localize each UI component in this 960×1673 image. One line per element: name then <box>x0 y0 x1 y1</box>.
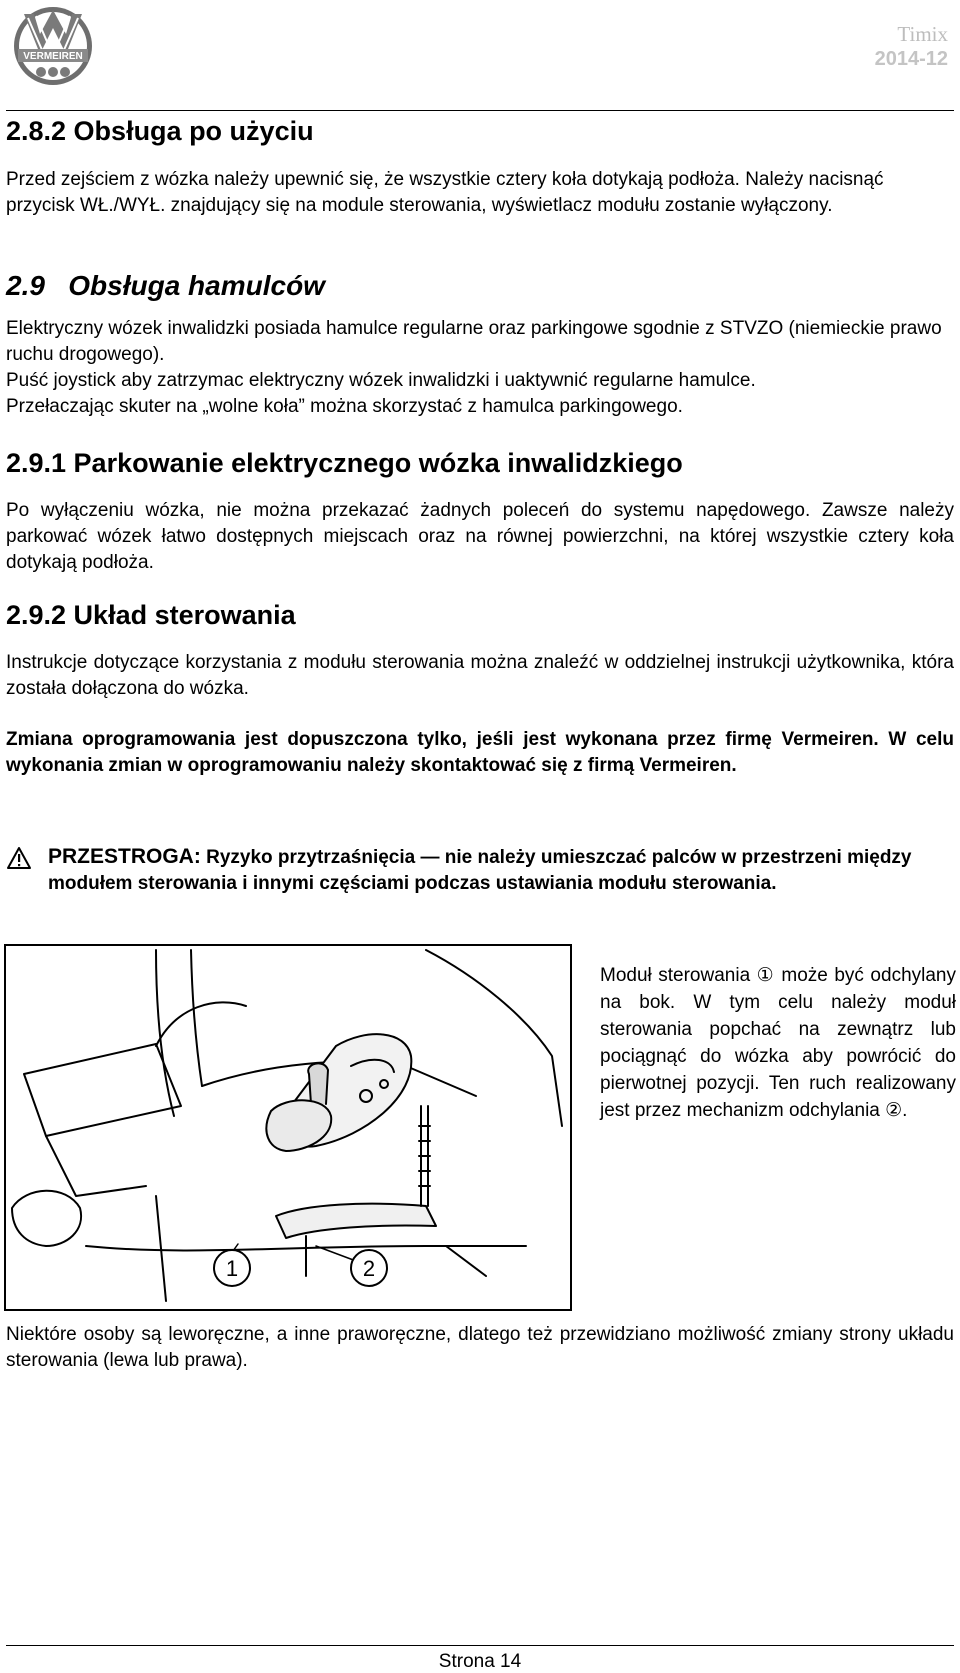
heading-2-9-2: 2.9.2 Układ sterowania <box>6 600 296 630</box>
warning-body: Ryzyko przytrzaśnięcia — nie należy umieszczać palców w przestrzeni między modułem sterowania i innymi częściami podczas ustawiania modułu sterowania. <box>48 847 912 894</box>
figure-frame <box>4 944 572 1311</box>
para-brakes-parking: Przełaczając skuter na „wolne koła” można skorzystać z hamulca parkingowego. <box>6 396 683 417</box>
para-brakes-intro: Elektryczny wózek inwalidzki posiada hamulce regularne oraz parkingowe sgodnie z STVZO (niemieckie prawo ruchu drogowego). <box>6 318 942 365</box>
callout-2 <box>351 1250 387 1286</box>
para-brakes-joystick: Puść joystick aby zatrzymac elektryczny wózek inwalidzki i uaktywnić regularne hamulce. <box>6 370 756 391</box>
page-number: Strona 14 <box>438 1651 522 1672</box>
footer-rule <box>6 1645 954 1646</box>
warning-label: PRZESTROGA: <box>48 845 201 868</box>
para-software-change: Zmiana oprogramowania jest dopuszczona tylko, jeśli jest wykonana przez firmę Vermeiren. W celu wykonania zmian w oprogramowaniu należy skontaktować się z firmą Vermeiren. <box>6 729 954 776</box>
heading-2-9-1: 2.9.1 Parkowanie elektrycznego wózka inwalidzkiego <box>6 448 683 478</box>
svg-text:VERMEIREN: VERMEIREN <box>23 51 83 62</box>
vermeiren-logo <box>10 4 96 88</box>
header-rule <box>6 110 954 111</box>
heading-2-8-2: 2.8.2 Obsługa po użyciu <box>6 116 314 146</box>
callout-2-label: 2 <box>362 1256 376 1281</box>
para-left-right-handed: Niektóre osoby są leworęczne, a inne praworęczne, dlatego też przewidziano możliwość zmiany strony układu sterowania (lewa lub prawa). <box>6 1324 954 1371</box>
figure-caption: Moduł sterowania ① może być odchylany na bok. W tym celu należy moduł sterowania popchać na zewnątrz lub pociągnąć do wózka aby powrócić do pierwotnej pozycji. Ten ruch realizowany jest przez mechanizm odchylania ②. <box>600 965 956 1121</box>
heading-2-9: 2.9 Obsługa hamulców <box>6 270 325 301</box>
para-control-manual: Instrukcje dotyczące korzystania z modułu sterowania można znaleźć w oddzielnej instrukcji użytkownika, która została dołączona do wózka. <box>6 652 954 699</box>
para-parking: Po wyłączeniu wózka, nie można przekazać żadnych poleceń do systemu napędowego. Zawsze należy parkować wózek łatwo dostępnych miejscach oraz na równej powierzchni, na której wszystkie cztery koła dotykają podłoża. <box>6 500 954 573</box>
para-after-use: Przed zejściem z wózka należy upewnić się, że wszystkie cztery koła dotykają podłoża. Należy nacisnąć przycisk WŁ./WYŁ. znajdujący się na module sterowania, wyświetlacz modułu zostanie wyłączony. <box>6 169 884 216</box>
control-module-illustration <box>6 946 570 1309</box>
revision-date: 2014-12 <box>874 48 948 70</box>
callout-1 <box>214 1250 250 1286</box>
model-name: Timix <box>897 22 948 46</box>
warning-triangle-icon <box>6 846 32 870</box>
callout-1-label: 1 <box>225 1256 239 1281</box>
warning-text <box>48 844 928 897</box>
